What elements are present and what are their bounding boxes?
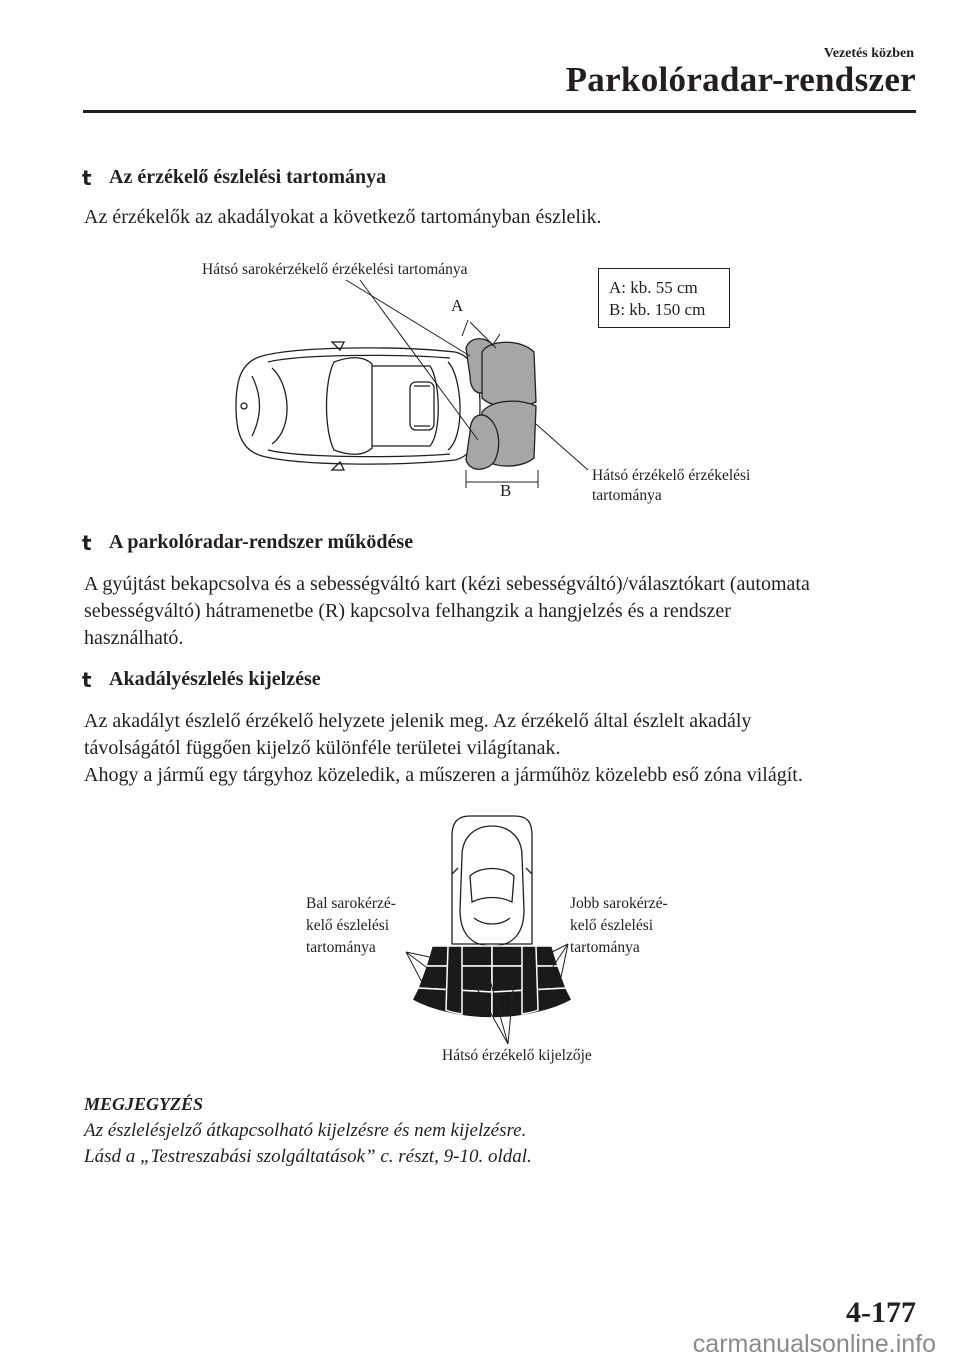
rear-sensor-label-line2: tartománya [592,487,662,504]
section-heading-display: Akadályészlelés kijelzése [109,668,321,690]
bullet-icon: t [82,531,92,555]
right-corner-label-line3: tartománya [570,939,640,956]
right-corner-label-line1: Jobb sarokérzé- [570,895,668,912]
left-corner-label-line3: tartománya [306,939,376,956]
paragraph-line: használható. [84,627,184,649]
corner-sensor-label: Hátsó sarokérzékelő érzékelési tartománya [202,261,468,278]
legend-b: B: kb. 150 cm [609,300,706,319]
paragraph-line: Az akadályt észlelő érzékelő helyzete jelenik meg. Az érzékelő által észlelt akadály [84,710,752,732]
paragraph-line: Az érzékelők az akadályokat a következő tartományban észlelik. [84,206,602,228]
note-heading: MEGJEGYZÉS [84,1094,204,1114]
rear-sensor-label-line1: Hátsó érzékelő érzékelési [592,467,751,484]
rear-display-label: Hátsó érzékelő kijelzője [442,1047,592,1064]
paragraph-line: A gyújtást bekapcsolva és a sebességváltó kart (kézi sebességváltó)/választókart (automata [84,573,810,595]
paragraph-line: távolságától függően kijelző különféle területei világítanak. [84,737,561,759]
section-heading-operation: A parkolóradar-rendszer működése [109,531,414,553]
dimension-b-label: B [500,481,512,500]
bullet-icon: t [82,668,92,692]
legend-a: A: kb. 55 cm [609,278,698,297]
section-heading-detection-range: Az érzékelő észlelési tartománya [109,166,387,188]
left-corner-label-line1: Bal sarokérzé- [306,895,396,912]
sensor-zones [412,946,572,1018]
right-corner-label-line2: kelő észlelési [570,917,654,934]
note-line: Az észlelésjelző átkapcsolható kijelzésre és nem kijelzésre. [84,1120,527,1141]
dimension-a-label: A [451,296,464,315]
paragraph-line: sebességváltó) hátramenetbe (R) kapcsolva felhangzik a hangjelzés és a rendszer [84,600,731,622]
section-title: Vezetés közben [823,46,914,61]
left-corner-label-line2: kelő észlelési [306,917,390,934]
watermark: carmanualsonline.info [692,1330,936,1358]
bullet-icon: t [82,166,92,190]
page-number: 4-177 [846,1296,916,1329]
display-car-outline [460,826,524,946]
page-title: Parkolóradar-rendszer [565,60,916,99]
display-frame [452,816,532,944]
note-line: Lásd a „Testreszabási szolgáltatások” c. részt, 9-10. oldal. [84,1146,532,1167]
paragraph-line: Ahogy a jármű egy tárgyhoz közeledik, a műszeren a járműhöz közelebb eső zóna világít. [84,764,803,786]
